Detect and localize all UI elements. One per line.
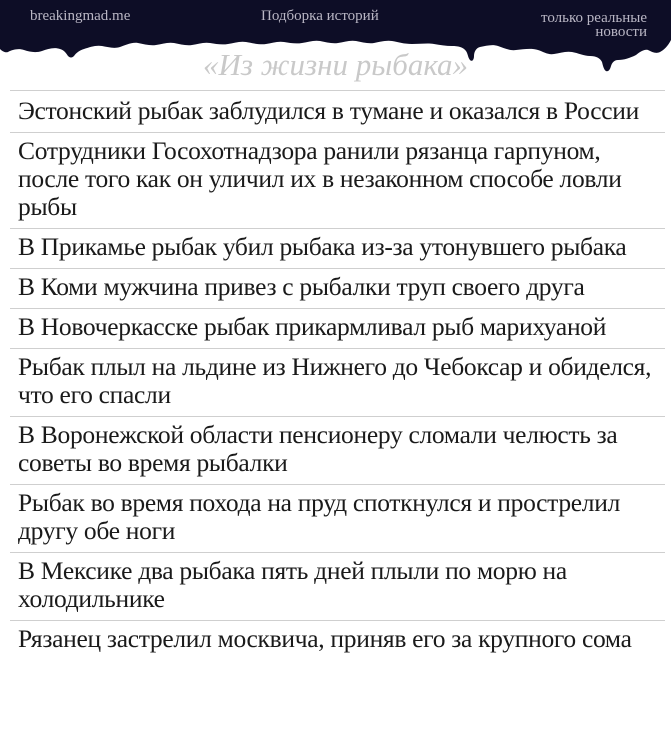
story-item[interactable]: Рыбак во время похода на пруд споткнулся и прострелил другу обе ноги bbox=[10, 484, 665, 552]
story-item[interactable]: В Прикамье рыбак убил рыбака из-за утонувшего рыбака bbox=[10, 228, 665, 268]
story-item[interactable]: Рыбак плыл на льдине из Нижнего до Чебоксар и обиделся, что его спасли bbox=[10, 348, 665, 416]
site-name[interactable]: breakingmad.me bbox=[30, 8, 131, 24]
story-item[interactable]: В Новочеркасске рыбак прикармливал рыб марихуаной bbox=[10, 308, 665, 348]
page-title: «Из жизни рыбака» bbox=[202, 47, 469, 82]
story-item[interactable]: Эстонский рыбак заблудился в тумане и оказался в России bbox=[10, 90, 665, 132]
story-item[interactable]: В Мексике два рыбака пять дней плыли по морю на холодильнике bbox=[10, 552, 665, 620]
story-item[interactable]: В Коми мужчина привез с рыбалки труп своего друга bbox=[10, 268, 665, 308]
section-name[interactable]: Подборка историй bbox=[261, 8, 379, 24]
tagline: только реальные новости bbox=[541, 10, 647, 40]
story-list bbox=[10, 90, 665, 660]
story-item[interactable]: В Воронежской области пенсионеру сломали челюсть за советы во время рыбалки bbox=[10, 416, 665, 484]
story-item[interactable]: Рязанец застрелил москвича, приняв его за крупного сома bbox=[10, 620, 665, 660]
story-item[interactable]: Сотрудники Госохотнадзора ранили рязанца гарпуном, после того как он уличил их в незаконном способе ловли рыбы bbox=[10, 132, 665, 228]
